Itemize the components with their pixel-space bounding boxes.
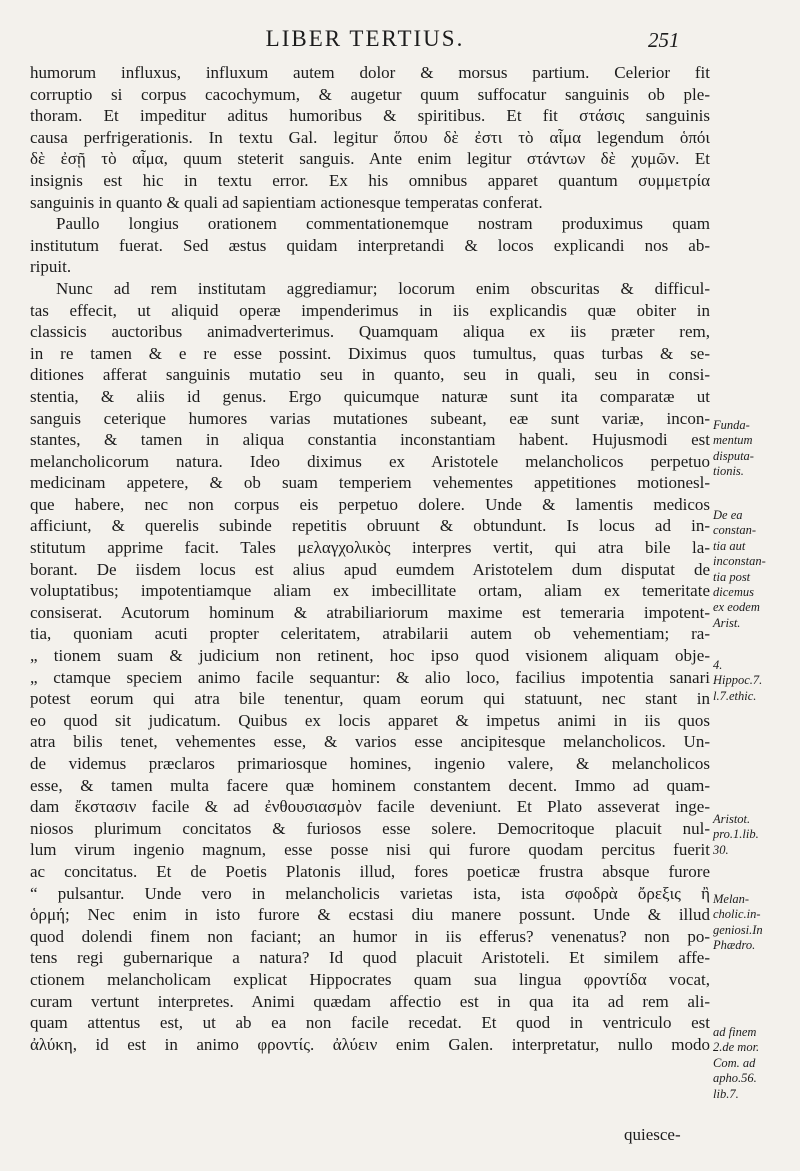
text-line: classicis auctoribus animadverterimus. Quamquam aliqua ex iis præter rem, [30, 322, 710, 342]
margin-note-line: 30. [713, 842, 729, 857]
text-line: quod dolendi finem non faciant; an humor in iis efferus? venenatus? non po- [30, 926, 710, 946]
text-line: ctionem melancholicam explicat Hippocrates quam sua lingua φροντίδα vocat, [30, 969, 710, 989]
text-line: “ pulsantur. Unde vero in melancholicis varietas ista, ista σφοδρὰ ὄρεξις ἢ [30, 883, 710, 903]
margin-note-line: disputa- [713, 448, 754, 463]
text-line: ditiones afferat sanguinis mutatio seu in quanto, seu in quali, seu in consi- [30, 365, 710, 385]
page-header [0, 26, 800, 56]
margin-note-line: De ea [713, 508, 743, 522]
margin-note-line: Funda- [713, 418, 750, 432]
margin-note [713, 1025, 798, 1102]
text-line: esse, & tamen multa facere quæ hominem constantem decent. Immo ad quam- [30, 775, 710, 795]
margin-note-line: tionis. [713, 464, 744, 479]
text-line: Nunc ad rem institutam aggrediamur; locorum enim obscuritas & difficul- [56, 278, 710, 298]
margin-note-line: l.7.ethic. [713, 688, 757, 703]
text-line: lum virum ingenio magnum, esse posse nisi qui furore quodam percitus fuerit [30, 840, 710, 860]
text-line: institutum fuerat. Sed æstus quidam interpretandi & locos explicandi nos ab- [30, 235, 710, 255]
text-line: stitutum apprime facit. Tales μελαγχολικὸς interpres vertit, qui atra bile la- [30, 538, 710, 558]
text-line: thoram. Et impeditur aditus humoribus & spiritibus. Et fit στάσις sanguinis [30, 106, 710, 126]
margin-note-line: Phædro. [713, 938, 756, 953]
text-line: sanguis ceterique humores varias mutationes subeant, eæ sunt variæ, incon- [30, 408, 710, 428]
text-line: ripuit. [30, 257, 72, 277]
margin-note-line: mentum [713, 433, 753, 448]
text-line: ὁρμή; Nec enim in isto furore & ecstasi diu manere possunt. Unde & illud [30, 905, 710, 925]
margin-note-line: geniosi.In [713, 922, 763, 937]
text-line: ἀλύκη, id est in animo φροντίς. ἀλύειν enim Galen. interpretatur, nullo modo [30, 1034, 710, 1054]
margin-note [713, 812, 798, 858]
margin-note-line: ad finem [713, 1025, 757, 1039]
text-line: causa perfrigerationis. In textu Gal. legitur ὅπου δὲ ἐστι τὸ αἷμα legendum ὁπόι [30, 127, 710, 147]
text-line: insignis est hic in textu error. Ex his omnibus apparet quantum συμμετρία [30, 170, 710, 190]
margin-note-line: cholic.in- [713, 907, 761, 922]
margin-note-line: 2.de mor. [713, 1040, 760, 1055]
text-line: de videmus præclaros primariosque homines, ingenio valere, & melancholicos [30, 754, 710, 773]
text-line: sanguinis in quanto & quali ad sapientiam actionesque temperatas conferat. [30, 192, 543, 212]
text-line: in re tamen & e re esse possint. Diximus quos tumultus, quas turbas & se- [30, 343, 710, 363]
text-line: atra bilis tenet, vehementes esse, & varios esse ancipitesque melancholicos. Un- [30, 732, 710, 752]
text-line: „ tionem suam & judicium non retinent, hoc ipso quod visionem aliquam obje- [30, 646, 710, 666]
page-number: 251 [648, 28, 680, 52]
text-line: dam ἔκστασιν facile & ad ἐνθουσιασμὸν facile deveniunt. Et Plato asseverat inge- [30, 797, 710, 817]
text-line: tia, quoniam acuti propter celeritatem, atrabilarii autem ob vehementiam; ra- [30, 624, 710, 644]
text-line: niosos plurimum concitatos & furiosos esse solere. Democritoque placuit nul- [30, 818, 710, 838]
margin-note-line: dicemus [713, 585, 754, 600]
margin-note-line: Melan- [713, 892, 750, 906]
running-title: LIBER TERTIUS. [265, 26, 465, 51]
text-line: voluptatibus; impotentiamque aliam ex imbecillitate ortam, aliam ex temeritate [30, 581, 710, 601]
text-line: borant. De iisdem locus est alius apud eumdem Aristotelem dum disputat de [30, 559, 710, 579]
text-line: tens regi gubernarique a natura? Id quod placuit Aristoteli. Et similem affe- [30, 948, 710, 968]
catchword: quiesce- [624, 1125, 681, 1144]
margin-note-line: Hippoc.7. [713, 673, 763, 688]
text-line: eo quod sit judicatum. Quibus ex locis apparet & impetus animi in iis quos [30, 710, 710, 730]
margin-note-line: Arist. [713, 615, 741, 630]
margin-note-line: pro.1.lib. [713, 827, 759, 842]
text-line: tas effecit, ut aliquid operæ impenderimus in iis explicandis quæ obiter in [30, 300, 710, 320]
text-line: afficiunt, & querelis subinde repetitis obruunt & obtundunt. Is locus ad in- [30, 516, 710, 536]
text-line: corruptio si corpus cacochymum, & augetur quum suffocatur sanguinis ob ple- [30, 84, 710, 104]
body-text [30, 62, 710, 1055]
margin-note-line: Aristot. [713, 812, 751, 826]
text-line: quam attentus est, ut ab ea non facile recedat. Et quod in ventriculo est [30, 1013, 710, 1033]
margin-note-line: tia aut [713, 538, 746, 553]
text-line: Paullo longius orationem commentationemque nostram produximus quam [56, 214, 710, 234]
text-line: medicinam appetere, & ob suam temperiem vehementes appetitiones motionesl- [30, 473, 710, 493]
margin-note-line: ex eodem [713, 600, 760, 615]
text-line: potest eorum qui atra bile tenentur, quam eorum qui statuunt, nec stant in [30, 689, 710, 709]
margin-note-line: constan- [713, 523, 757, 538]
margin-note-line: Com. ad [713, 1055, 756, 1070]
text-line: δὲ ἐσῇ τὸ αἷμα, quum steterit sanguis. Ante enim legitur στάντων δὲ χυμῶν. Et [30, 149, 710, 169]
text-line: consiserat. Acutorum hominum & atrabiliariorum maxime est temeraria impotent- [30, 602, 710, 622]
text-line: curam vertunt interpretes. Animi quædam affectio est in qua ita ad rem ali- [30, 991, 710, 1011]
margin-note-line: lib.7. [713, 1086, 739, 1101]
margin-note-line: inconstan- [713, 554, 766, 569]
text-line: melancholicorum natura. Ideo diximus ex Aristotele melancholicos perpetuo [30, 451, 710, 471]
margin-note [713, 892, 798, 954]
margin-note [713, 418, 798, 480]
margin-note-line: tia post [713, 569, 751, 584]
text-line: stantes, & tamen in aliqua constantia inconstantiam habent. Hujusmodi est [30, 430, 710, 450]
margin-note [713, 508, 798, 631]
margin-note [713, 658, 798, 704]
text-line: „ ctamque speciem animo facile sequantur: & alio loco, facilius impotentia sanari [30, 667, 710, 687]
text-line: stentia, & aliis id genus. Ergo quicumque naturæ sunt ita comparatæ ut [30, 386, 710, 406]
margin-note-line: 4. [713, 658, 723, 672]
text-line: que habere, nec non corpus eis perpetuo dolere. Unde & lamentis medicos [30, 494, 710, 514]
text-line: humorum influxus, influxum autem dolor & morsus partium. Celerior fit [30, 63, 710, 82]
margin-note-line: apho.56. [713, 1071, 757, 1086]
text-line: ac concitatus. Et de Poetis Platonis illud, fores poeticæ frustra absque furore [30, 861, 710, 881]
